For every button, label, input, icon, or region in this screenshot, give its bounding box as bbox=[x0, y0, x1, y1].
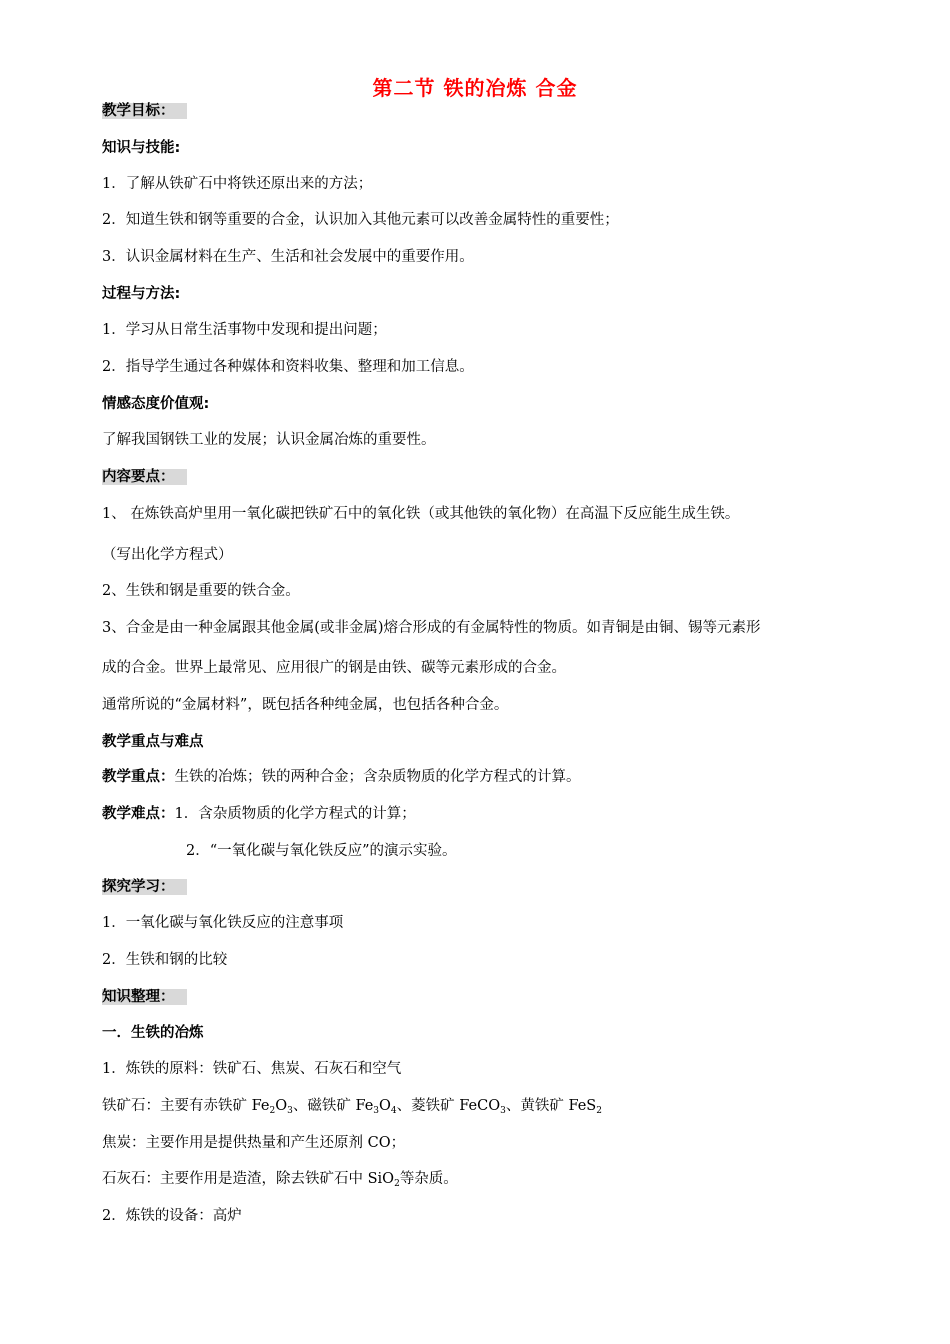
content-point-1-note: （写出化学方程式） bbox=[102, 547, 233, 563]
difficulty-item: 2．“一氧化碳与氧化铁反应”的演示实验。 bbox=[186, 843, 457, 859]
emotion-text: 了解我国钢铁工业的发展；认识金属冶炼的重要性。 bbox=[102, 432, 436, 448]
knowledge-item: 1．了解从铁矿石中将铁还原出来的方法； bbox=[102, 176, 373, 192]
key-difficulty-heading: 教学重点与难点 bbox=[102, 734, 204, 750]
explore-item: 2．生铁和钢的比较 bbox=[102, 952, 228, 968]
explore-heading: 探究学习： bbox=[102, 877, 187, 897]
pyrite-formula: FeS$_2$ bbox=[568, 1098, 602, 1116]
knowledge-heading: 知识与技能: bbox=[102, 140, 181, 156]
difficulty-item: 1．含杂质物质的化学方程式的计算； bbox=[174, 806, 416, 822]
content-heading: 内容要点： bbox=[102, 467, 187, 487]
raw-materials: 1．炼铁的原料：铁矿石、焦炭、石灰石和空气 bbox=[102, 1061, 402, 1077]
siderite-formula: FeCO$_3$ bbox=[459, 1098, 506, 1116]
goals-heading: 教学目标： bbox=[102, 101, 187, 121]
explore-item: 1．一氧化碳与氧化铁反应的注意事项 bbox=[102, 915, 344, 931]
content-point-3-cont: 成的合金。世界上最常见、应用很广的钢是由铁、碳等元素形成的合金。 bbox=[102, 660, 566, 676]
coke-line: 焦炭：主要作用是提供热量和产生还原剂 CO； bbox=[102, 1135, 406, 1151]
process-item: 2．指导学生通过各种媒体和资料收集、整理和加工信息。 bbox=[102, 359, 474, 375]
content-point-4: 通常所说的“金属材料”，既包括各种纯金属，也包括各种合金。 bbox=[102, 697, 509, 713]
content-point-1: 1、 在炼铁高炉里用一氧化碳把铁矿石中的氧化铁（或其他铁的氧化物）在高温下反应能生成生铁。 bbox=[102, 506, 740, 522]
knowledge-item: 2．知道生铁和钢等重要的合金，认识加入其他元素可以改善金属特性的重要性； bbox=[102, 212, 619, 228]
equipment-line: 2．炼铁的设备：高炉 bbox=[102, 1208, 242, 1224]
key-text: 生铁的冶炼；铁的两种合金；含杂质物质的化学方程式的计算。 bbox=[174, 769, 581, 785]
ore-line: 铁矿石：主要有赤铁矿 $Fe_2O_3$、磁铁矿 $Fe_3O_4$、菱铁矿 FeCO$_3$、黄铁矿 FeS$_2$ bbox=[102, 1098, 602, 1116]
summary-heading: 知识整理： bbox=[102, 987, 187, 1007]
sio2-formula: SiO$_2$ bbox=[367, 1171, 400, 1189]
magnetite-formula: $Fe_3O_4$ bbox=[355, 1098, 397, 1116]
content-point-3: 3、合金是由一种金属跟其他金属(或非金属)熔合形成的有金属特性的物质。如青铜是由铜、锡等元素形 bbox=[102, 620, 761, 636]
content-point-2: 2、生铁和钢是重要的铁合金。 bbox=[102, 583, 300, 599]
difficulty-point bbox=[102, 804, 416, 824]
page-title: 第二节 铁的冶炼 合金 bbox=[372, 76, 578, 100]
limestone-line: 石灰石：主要作用是造渣，除去铁矿石中 SiO$_2$等杂质。 bbox=[102, 1171, 458, 1189]
difficulty-label: 教学难点： bbox=[102, 806, 175, 822]
process-heading: 过程与方法: bbox=[102, 286, 181, 302]
emotion-heading: 情感态度价值观: bbox=[102, 396, 210, 412]
hematite-formula: $Fe_2O_3$ bbox=[251, 1098, 293, 1116]
key-label: 教学重点： bbox=[102, 769, 175, 785]
process-item: 1．学习从日常生活事物中发现和提出问题； bbox=[102, 322, 387, 338]
knowledge-item: 3．认识金属材料在生产、生活和社会发展中的重要作用。 bbox=[102, 249, 474, 265]
section-1-heading: 一．生铁的冶炼 bbox=[102, 1025, 204, 1041]
key-point bbox=[102, 767, 581, 787]
